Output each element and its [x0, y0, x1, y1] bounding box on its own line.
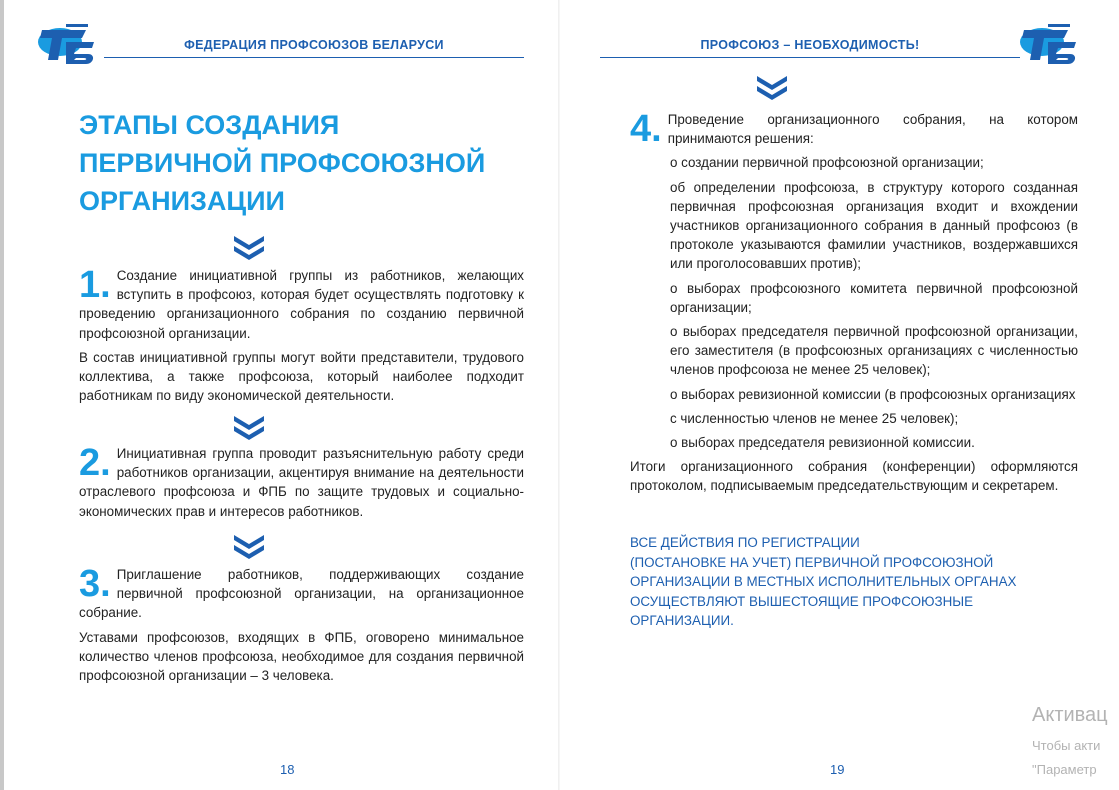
decision-item: о выборах профсоюзного комитета первичной профсоюзной организации; — [670, 280, 1078, 315]
chevron-down-icon — [232, 414, 266, 442]
note-line: ОСУЩЕСТВЛЯЮТ ВЫШЕСТОЯЩИЕ ПРОФСОЮЗНЫЕ — [630, 593, 974, 609]
step-number: 4. — [630, 108, 662, 150]
chevron-down-icon — [755, 74, 789, 102]
step-text: Создание инициативной группы из работников, желающих вступить в профсоюз, которая будет осуществлять подготовку к проведению организационного собрания по созданию первичной профсоюзной организации. — [79, 268, 524, 341]
page-title — [79, 106, 539, 220]
step-3 — [79, 565, 524, 690]
step-2 — [79, 444, 524, 526]
title-line: ОРГАНИЗАЦИИ — [79, 186, 285, 216]
page-number-left: 18 — [280, 762, 295, 777]
step-extra: Уставами профсоюзов, входящих в ФПБ, оговорено минимальное количество членов профсоюза, необходимое для создания первичной профсоюзной организации – 3 человека. — [79, 629, 524, 684]
page-gutter — [558, 0, 560, 790]
step-1 — [79, 266, 524, 410]
registration-note — [630, 533, 1070, 631]
step-number: 1. — [79, 264, 111, 306]
activation-watermark-title: Активац — [1032, 704, 1108, 726]
step-number: 3. — [79, 563, 111, 605]
header-left — [104, 33, 524, 58]
title-line: ЭТАПЫ СОЗДАНИЯ — [79, 110, 340, 140]
activation-watermark-line: "Параметр — [1032, 762, 1097, 777]
page-edge — [0, 0, 4, 790]
step-number: 2. — [79, 442, 111, 484]
step-after: Итоги организационного собрания (конференции) оформляются протоколом, подписываемым председательствующим и секретарем. — [630, 459, 1078, 494]
fpb-logo-left — [36, 20, 100, 66]
header-right-title: ПРОФСОЮЗ – НЕОБХОДИМОСТЬ! — [700, 38, 920, 52]
step-text: Приглашение работников, поддерживающих создание первичной профсоюзной организации, на организационное собрание. — [79, 567, 524, 621]
step-text: Проведение организационного собрания, на котором принимаются решения: — [667, 112, 1078, 147]
note-line: ОРГАНИЗАЦИИ В МЕСТНЫХ ИСПОЛНИТЕЛЬНЫХ ОРГАНАХ — [630, 574, 1017, 590]
decision-item: с численностью членов не менее 25 человек); — [670, 410, 959, 426]
step-4 — [630, 110, 1078, 501]
decision-item: о выборах председателя первичной профсоюзной организации, его заместителя (в профсоюзных организациях с численностью членов профсоюза не менее 25 человек); — [670, 324, 1078, 378]
decision-item: о выборах ревизионной комиссии (в профсоюзных организациях — [670, 386, 1076, 402]
page-number-right: 19 — [830, 762, 845, 777]
activation-watermark-line: Чтобы акти — [1032, 738, 1101, 753]
decision-item: о выборах председателя ревизионной комиссии. — [670, 435, 975, 451]
decision-item: об определении профсоюза, в структуру которого созданная первичная профсоюзная организация входит и вхождении участников организационного собрания в данный профсоюз (в протоколе указываются фамилии участников, воздержавшихся или проголосовавших против); — [670, 179, 1078, 272]
note-line: (ПОСТАНОВКЕ НА УЧЕТ) ПЕРВИЧНОЙ ПРОФСОЮЗНОЙ — [630, 554, 994, 570]
header-right — [600, 33, 1020, 58]
title-line: ПЕРВИЧНОЙ ПРОФСОЮЗНОЙ — [79, 148, 486, 178]
note-line: ОРГАНИЗАЦИИ. — [630, 613, 734, 629]
decision-item: о создании первичной профсоюзной организации; — [670, 155, 984, 171]
step-extra: В состав инициативной группы могут войти представители, трудового коллектива, а также профсоюза, который наиболее подходит работникам по виду экономической деятельности. — [79, 349, 524, 404]
step-text: Инициативная группа проводит разъяснительную работу среди работников организации, акцентируя внимание на деятельности отраслевого профсоюза и ФПБ по защите трудовых и социально-экономических прав и интересов работников. — [79, 446, 524, 519]
note-line: ВСЕ ДЕЙСТВИЯ ПО РЕГИСТРАЦИИ — [630, 535, 860, 550]
chevron-down-icon — [232, 234, 266, 262]
chevron-down-icon — [232, 533, 266, 561]
header-left-title: ФЕДЕРАЦИЯ ПРОФСОЮЗОВ БЕЛАРУСИ — [184, 38, 444, 52]
fpb-logo-right — [1018, 20, 1082, 66]
